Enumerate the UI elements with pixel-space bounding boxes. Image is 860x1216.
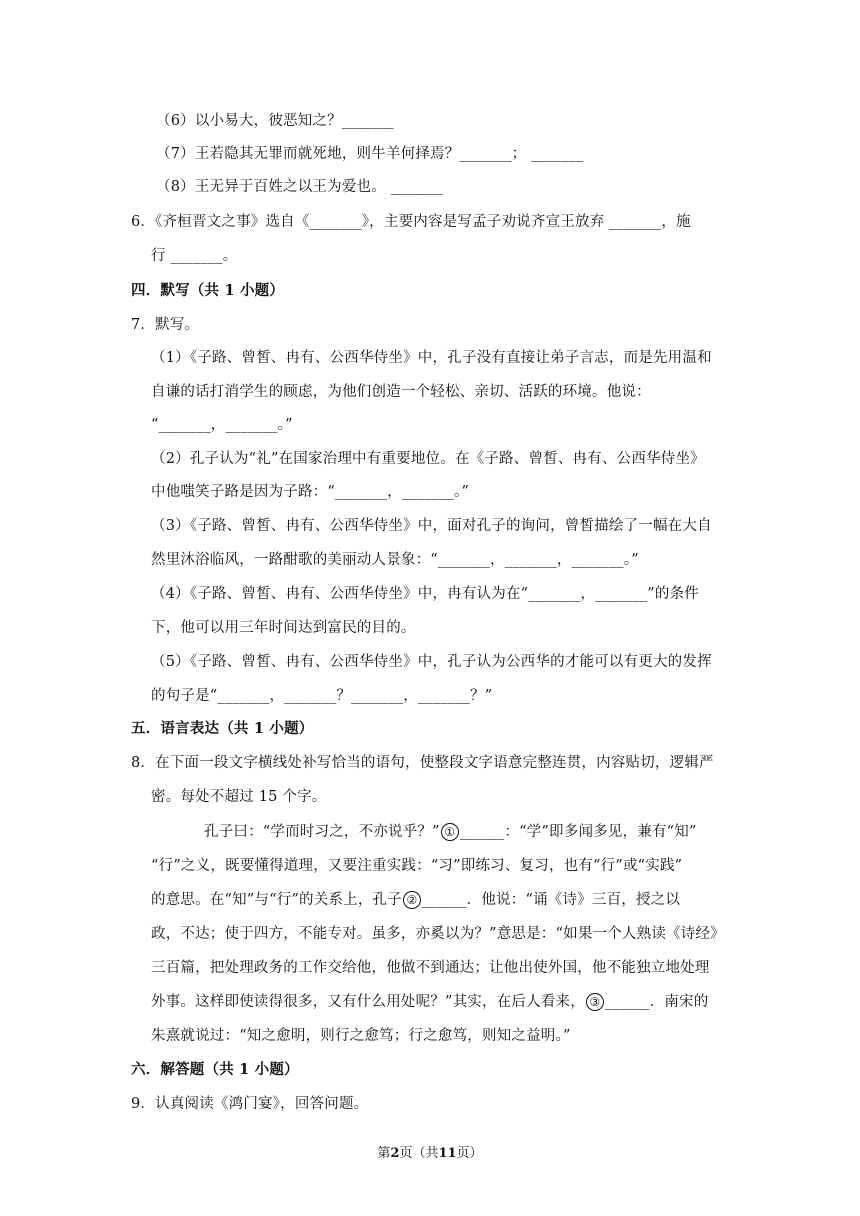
q6-item-8-text: （8）王无异于百姓之以王为爱也。 _______ xyxy=(156,179,443,195)
q7-item-3-line-1: （3）《子路、曾皙、冉有、公西华侍坐》中，面对孔子的询问，曾皙描绘了一幅在大自 xyxy=(151,518,712,534)
passage-line-6-post: ______．南宋的 xyxy=(604,994,709,1010)
q7-item-4-line-1: （4）《子路、曾皙、冉有、公西华侍坐》中，冉有认为在“_______，_______”的条件 xyxy=(151,586,699,602)
question-6-line-1: 6．《齐桓晋文之事》选自《_______》，主要内容是写孟子劝说齐宣王放弃 _______，施 xyxy=(131,214,691,230)
footer-post: 页） xyxy=(456,1146,483,1161)
question-8-line-2: 密。每处不超过 15 个字。 xyxy=(151,789,327,805)
q7-item-5-line-1: （5）《子路、曾皙、冉有、公西华侍坐》中，孔子认为公西华的才能可以有更大的发挥 xyxy=(151,654,712,670)
question-8-line-1: 8．在下面一段文字横线处补写恰当的语句，使整段文字语意完整连贯，内容贴切，逻辑严 xyxy=(131,755,714,771)
section-5-heading: 五．语言表达（共 1 小题） xyxy=(131,720,314,737)
question-7-title: 7．默写。 xyxy=(131,317,200,333)
passage-line-1-post: ______：“学”即多闻多见，兼有“知” xyxy=(459,824,697,840)
section-4-heading: 四．默写（共 1 小题） xyxy=(131,282,285,299)
q7-item-1-line-1: （1）《子路、曾皙、冉有、公西华侍坐》中，孔子没有直接让弟子言志，而是先用温和 xyxy=(151,350,712,366)
q7-item-2-line-1: （2）孔子认为“礼”在国家治理中有重要地位。在《子路、曾皙、冉有、公西华侍坐》 xyxy=(151,451,705,467)
passage-line-3 xyxy=(151,890,680,910)
q6-item-7-text: （7）王若隐其无罪而就死地，则牛羊何择焉？_______； _______ xyxy=(156,146,584,162)
q7-item-1-line-2: 自谦的话打消学生的顾虑，为他们创造一个轻松、亲切、活跃的环境。他说： xyxy=(151,384,651,400)
q7-item-3-line-2: 然里沐浴临风，一路酣歌的美丽动人景象：“_______，_______，_______。” xyxy=(151,552,639,568)
q6-item-8 xyxy=(156,177,443,197)
footer-page-number: 2 xyxy=(390,1146,400,1161)
passage-line-6 xyxy=(151,992,708,1012)
passage-line-1 xyxy=(204,822,697,842)
question-9-title: 9．认真阅读《鸿门宴》，回答问题。 xyxy=(131,1096,369,1112)
footer-total-pages: 11 xyxy=(438,1146,457,1161)
q7-item-4-line-2: 下，他可以用三年时间达到富民的目的。 xyxy=(151,620,416,636)
passage-line-2: “行”之义，既要懂得道理，又要注重实践：“习”即练习、复习，也有“行”或“实践” xyxy=(151,858,683,874)
q7-item-2-line-2: 中他嗤笑子路是因为子路：“_______，_______。” xyxy=(151,484,470,500)
q7-item-5-line-2: 的句子是“_______，_______？_______，_______？” xyxy=(151,688,493,704)
section-6-heading: 六．解答题（共 1 小题） xyxy=(131,1061,299,1078)
circled-number-2: ② xyxy=(403,891,421,909)
footer-mid: 页（共 xyxy=(399,1146,439,1161)
passage-line-3-post: ______．他说：“诵《诗》三百，授之以 xyxy=(421,892,681,908)
passage-line-3-pre: 的意思。在“知”与“行”的关系上，孔子 xyxy=(151,892,402,908)
passage-line-5: 三百篇，把处理政务的工作交给他，他做不到通达；让他出使外国，他不能独立地处理 xyxy=(151,960,710,976)
q6-item-6-text: （6）以小易大，彼恶知之？_______ xyxy=(156,113,394,129)
question-6-line-2: 行 _______。 xyxy=(151,248,238,264)
page-footer xyxy=(0,1142,860,1161)
passage-line-1-pre: 孔子曰：“学而时习之，不亦说乎？” xyxy=(204,824,440,840)
q6-item-6 xyxy=(156,111,394,131)
q6-item-7 xyxy=(156,144,583,164)
footer-pre: 第 xyxy=(377,1146,391,1161)
passage-line-7: 朱熹就说过：“知之愈明，则行之愈笃；行之愈笃，则知之益明。” xyxy=(151,1028,571,1044)
passage-line-4: 政，不达；使于四方，不能专对。虽多，亦奚以为？”意思是：“如果一个人熟读《诗经》 xyxy=(151,926,725,942)
passage-line-6-pre: 外事。这样即使读得很多，又有什么用处呢？”其实，在后人看来， xyxy=(151,994,585,1010)
circled-number-3: ③ xyxy=(586,993,604,1011)
circled-number-1: ① xyxy=(441,823,459,841)
q7-item-1-line-3: “_______，_______。” xyxy=(151,417,293,433)
